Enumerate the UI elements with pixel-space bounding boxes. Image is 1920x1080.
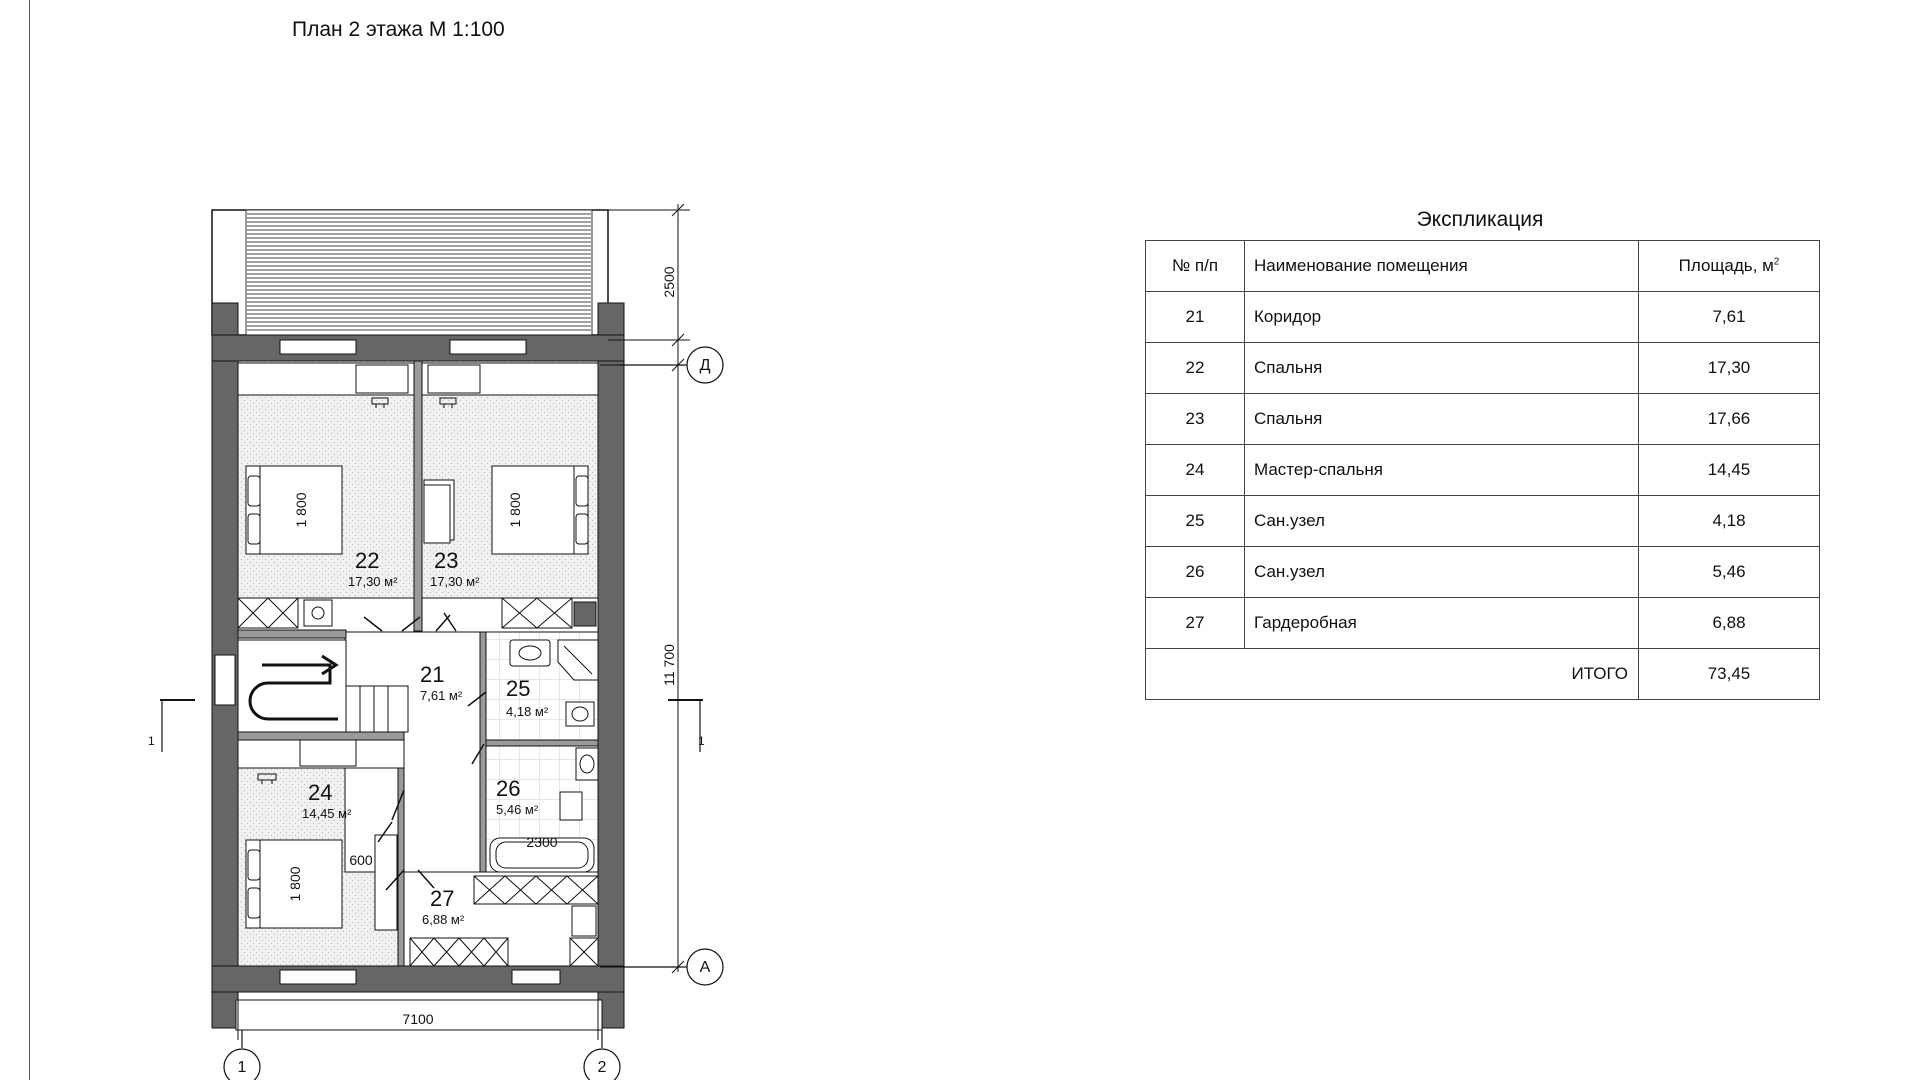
header-no: № п/п: [1146, 241, 1245, 292]
room-23-area: 17,30 м²: [430, 574, 480, 589]
dim-top: 2500: [661, 266, 677, 298]
room-22-area: 17,30 м²: [348, 574, 398, 589]
room-27-number: 27: [430, 886, 455, 911]
header-name: Наименование помещения: [1245, 241, 1639, 292]
room-24-number: 24: [308, 780, 333, 805]
dim-bed-24: 1 800: [287, 866, 303, 902]
row-no: 24: [1146, 445, 1245, 496]
table-row: [1146, 445, 1820, 496]
section-mark-left: 1: [148, 734, 155, 748]
header-area: Площадь, $м^2$: [1639, 241, 1820, 292]
room-23-number: 23: [434, 548, 459, 573]
row-no: 27: [1146, 598, 1245, 649]
explication-title: Экспликация: [1416, 208, 1544, 231]
room-25-number: 25: [506, 676, 531, 701]
row-name: Спальня: [1245, 394, 1639, 445]
room-26-number: 26: [496, 776, 521, 801]
room-22-number: 22: [355, 548, 380, 573]
table-row: [1146, 496, 1820, 547]
row-area: 17,66: [1639, 394, 1820, 445]
room-26-area: 5,46 м²: [496, 802, 539, 817]
dim-wardrobe: 600: [349, 852, 373, 868]
room-27-area: 6,88 м²: [422, 912, 465, 927]
row-name: Сан.узел: [1245, 547, 1639, 598]
room-24-area: 14,45 м²: [302, 806, 352, 821]
sheet-title: План 2 этажа М 1:100: [292, 18, 505, 41]
row-no: 23: [1146, 394, 1245, 445]
row-area: 4,18: [1639, 496, 1820, 547]
dim-bed-23: 1 800: [507, 492, 523, 528]
dim-right: 11 700: [661, 644, 677, 686]
total-label: ИТОГО: [1146, 649, 1639, 700]
row-no: 22: [1146, 343, 1245, 394]
row-name: Гардеробная: [1245, 598, 1639, 649]
table-row: [1146, 394, 1820, 445]
row-area: 14,45: [1639, 445, 1820, 496]
row-name: Сан.узел: [1245, 496, 1639, 547]
axis-d-label: Д: [699, 357, 711, 374]
table-row: [1146, 547, 1820, 598]
row-area: 5,46: [1639, 547, 1820, 598]
row-no: 21: [1146, 292, 1245, 343]
total-value: 73,45: [1639, 649, 1820, 700]
room-25-area: 4,18 м²: [506, 704, 549, 719]
row-area: 7,61: [1639, 292, 1820, 343]
section-mark-right: 1: [698, 734, 705, 748]
room-21-area: 7,61 м²: [420, 688, 463, 703]
row-no: 25: [1146, 496, 1245, 547]
dim-bath: 2300: [526, 834, 558, 850]
row-area: 6,88: [1639, 598, 1820, 649]
dim-bottom: 7100: [402, 1011, 434, 1027]
row-area: 17,30: [1639, 343, 1820, 394]
terrace: [212, 210, 608, 335]
room-21-number: 21: [420, 662, 445, 687]
dim-bed-22: 1 800: [293, 492, 309, 528]
table-row: [1146, 598, 1820, 649]
table-row: [1146, 292, 1820, 343]
explication-header-row: [1146, 241, 1820, 292]
row-name: Спальня: [1245, 343, 1639, 394]
axis-2-label: 2: [597, 1059, 607, 1076]
row-name: Коридор: [1245, 292, 1639, 343]
axis-1-label: 1: [237, 1059, 247, 1076]
row-no: 26: [1146, 547, 1245, 598]
row-name: Мастер-спальня: [1245, 445, 1639, 496]
header-area-label: Площадь, м: [1678, 256, 1774, 275]
total-row: [1146, 649, 1820, 700]
axis-a-label: А: [699, 959, 711, 976]
table-row: [1146, 343, 1820, 394]
explication-table: [1145, 240, 1820, 700]
